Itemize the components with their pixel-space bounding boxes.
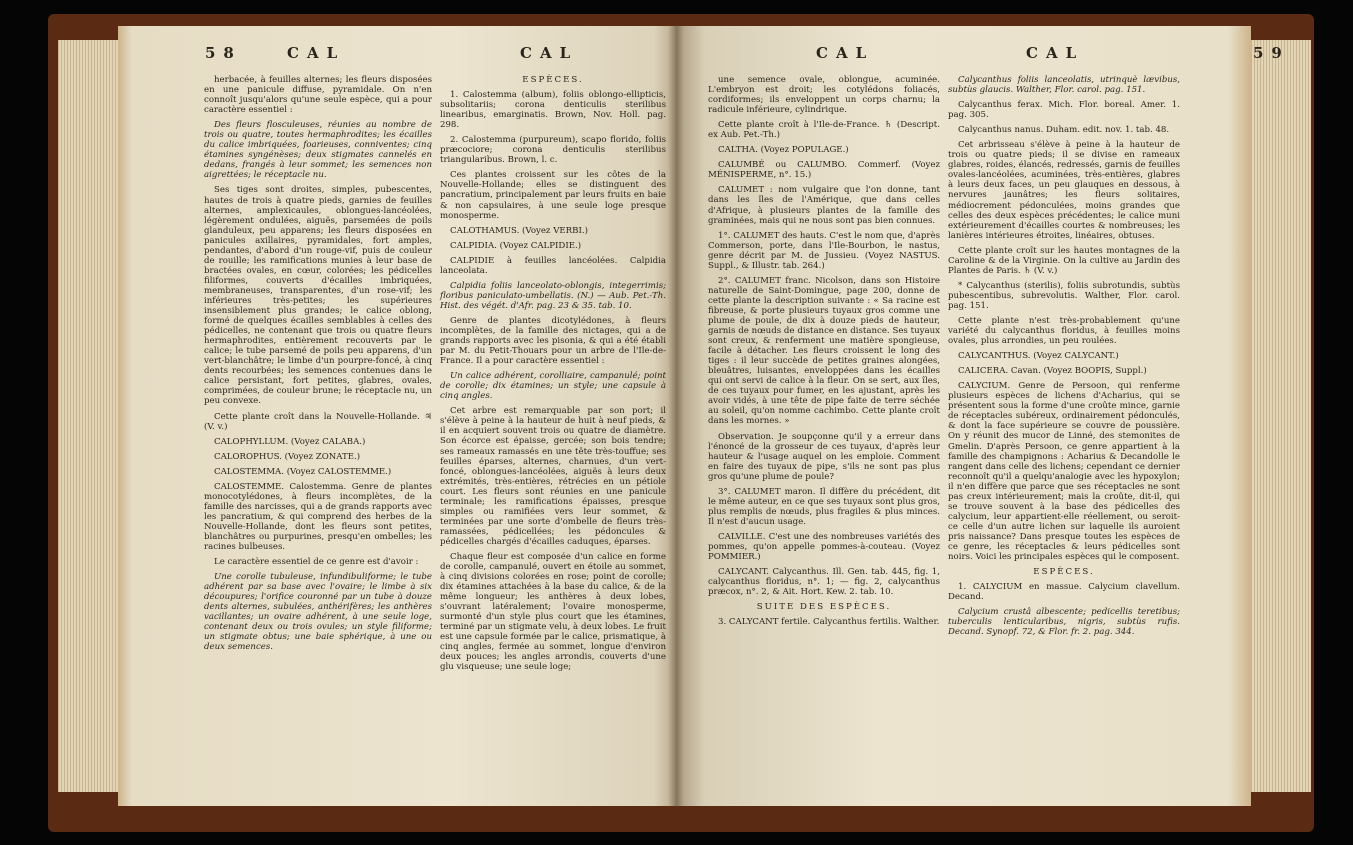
paragraph: 1. Calostemma (album), foliis oblongo-ellipticis, subsolitariis; corona denticulis sterilibus linearibus, emarginatis. Brown, Nov. Holl. pag. 298. — [440, 90, 666, 131]
section-heading: ESPÈCES. — [1033, 567, 1095, 578]
paragraph: 3°. CALUMET maron. Il diffère du précédent, dit le même auteur, en ce que ses tuyaux sont plus gros, plus remplis de nœuds, plus fragiles & plus minces. Il n'est d'aucun usage. — [708, 486, 940, 527]
entry-heading: CALOSTEMMA. (Voyez CALOSTEMME.) — [214, 466, 392, 477]
paragraph: une semence ovale, oblongue, acuminée. L'embryon est droit; les cotylédons foliacés, cordiformes; ils enveloppent un corps charnu; la radicule inférieure, cylindrique. — [708, 75, 940, 116]
entry-heading: CALUMBÉ ou CALUMBO. Commerf. (Voyez MÉNISPERME, n°. 15.) — [708, 160, 940, 181]
paragraph: CALVILLE. C'est une des nombreuses variétés des pommes, qu'on appelle pommes-à-couteau. (Voyez POMMIER.) — [708, 531, 940, 563]
entry-heading: CALPIDIA. (Voyez CALPIDIE.) — [450, 240, 582, 251]
paragraph: Ces plantes croissent sur les côtes de la Nouvelle-Hollande; elles se distinguent des pancratium, principalement par leurs fruits en baie & non capsulaires, à une seule loge presque monosperme. — [440, 170, 666, 221]
left-running-head-1: CAL — [287, 44, 346, 62]
paragraph: Ses tiges sont droites, simples, pubescentes, hautes de trois à quatre pieds, garnies de feuilles alternes, amplexicaules, oblongues-lancéolées, légèrement ondulées, aiguës, parsemées de poils glanduleux, peu apparens; les fleurs disposées en panicules axillaires, pyramidales, fort amples, pendantes, d'abord d'un rouge-vif, puis de couleur de rouille; les ramifications munies à leur base de bractées ovales, en cœur, colorées; les pédicelles filiformes, couverts d'écailles imbriquées, membraneuses, transparentes, d'un rose-vif; les inférieures très-petites; les supérieures insensiblement plus grandes; le calice oblong, formé de quelques écailles semblables à celles des pédicelles, ne contenant que trois ou quatre fleurs hermaphrodites, entièrement recouverts par le calice; le tube parsemé de poils peu apparens, d'un vert-blanchâtre; le limbe d'un pourpre-foncé, à cinq dents recourbées; les semences contenues dans le calice persistant, fort petites, glabres, ovales, comprimées, de couleur brune; le réceptacle nu, un peu convexe. — [204, 185, 432, 407]
section-heading: SUITE DES ESPÈCES. — [756, 602, 892, 613]
paragraph: Calycanthus nanus. Duham. edit. nov. 1. tab. 48. — [958, 125, 1170, 136]
paragraph: herbacée, à feuilles alternes; les fleurs disposées en une panicule diffuse, pyramidale. On n'en connoît jusqu'alors qu'une seule espèce, qui a pour caractère essentiel : — [204, 75, 432, 116]
left-page-number: 58 — [205, 44, 242, 62]
paragraph: CALYCANT. Calycanthus. Ill. Gen. tab. 445, fig. 1, calycanthus floridus, n°. 1; — fig. 2, calycanthus præcox, n°. 2, & Ait. Hort. Kew. 2. tab. 10. — [708, 567, 940, 598]
paragraph: Un calice adhérent, corolliaire, campanulé; point de corolle; dix étamines; un style; une capsule à cinq angles. — [440, 371, 666, 402]
left-column-2 — [440, 75, 666, 678]
paragraph: Calpidia foliis lanceolato-oblongis, integerrimis; floribus paniculato-umbellatis. (N.) — Aub. Pet.-Th. Hist. des végét. d'Afr. pag. 23 & 35. tab. 10. — [440, 280, 666, 311]
paragraph: Calycanthus ferax. Mich. Flor. boreal. Amer. 1. pag. 305. — [948, 100, 1180, 121]
page-edges-right — [1251, 40, 1311, 792]
paragraph: 2. Calostemma (purpureum), scapo florido, foliis præcociore; corona denticulis sterilibus triangularibus. Brown, l. c. — [440, 135, 666, 166]
paragraph: * Calycanthus (sterilis), foliis subrotundis, subtùs pubescentibus, subrevolutis. Walther, Flor. carol. pag. 151. — [948, 280, 1180, 311]
book-gutter — [668, 26, 684, 806]
right-column-1 — [708, 75, 940, 632]
paragraph: CALOSTEMME. Calostemma. Genre de plantes monocotylédones, à fleurs incomplètes, de la famille des narcisses, qui a de grands rapports avec les pancratium, & qui comprend des herbes de la Nouvelle-Hollande, dont les fleurs sont petites, blanchâtres ou purpurines, presqu'en ombelles; les racines bulbeuses. — [204, 481, 432, 553]
entry-heading: CALOTHAMUS. (Voyez VERBI.) — [450, 225, 588, 236]
entry-heading: CALICERA. Cavan. (Voyez BOOPIS, Suppl.) — [958, 366, 1147, 377]
paragraph: Calycium crustâ albescente; pedicellis teretibus; tuberculis lenticularibus, nigris, subtùs rufis. Decand. Synopf. 72, & Flor. fr. 2. pag. 344. — [948, 607, 1180, 638]
paragraph: 1°. CALUMET des hauts. C'est le nom que, d'après Commerson, porte, dans l'Ile-Bourbon, le nastus, genre décrit par M. de Jussieu. (Voyez NASTUS. Suppl., & Illustr. tab. 264.) — [708, 230, 940, 271]
paragraph: Cette plante croît à l'Ile-de-France. ♄ (Descript. ex Aub. Pet.-Th.) — [708, 120, 940, 141]
paragraph: Calycanthus foliis lanceolatis, utrinquè lævibus, subtùs glaucis. Walther, Flor. carol. pag. 151. — [948, 75, 1180, 96]
right-running-head-1: CAL — [816, 44, 875, 62]
paragraph: Observation. Je soupçonne qu'il y a erreur dans l'énoncé de la grosseur de ces tuyaux, d'après leur hauteur & l'usage auquel on les emploie. Comment en faire des tuyaux de pipe, s'ils ne sont pas plus gros qu'une plume de poule? — [708, 431, 940, 482]
left-column-1 — [204, 75, 432, 657]
paragraph: 2°. CALUMET franc. Nicolson, dans son Histoire naturelle de Saint-Domingue, page 200, donne de cette plante la description suivante : « Sa racine est fibreuse, & porte plusieurs tuyaux gros comme une plume de poule, de dix à douze pieds de hauteur, garnis de nœuds de distance en distance. Ses tuyaux sont creux, & renferment une matière spongieuse, facile à détacher. Les fleurs croissent le long des tiges : il leur succède de petites graines alongées, bleuâtres, luisantes, enveloppées dans les écailles qui ont servi de calice à la fleur. On se sert, aux îles, de ces tuyaux pour fumer, en les ajustant, après les avoir vidés, à une tête de pipe faite de terre séchée au soleil, qu'on nomme cachimbo. Cette plante croît dans les mornes. » — [708, 275, 940, 427]
right-column-2 — [948, 75, 1180, 642]
paragraph: Le caractère essentiel de ce genre est d'avoir : — [214, 557, 419, 568]
paragraph: CALPIDIE à feuilles lancéolées. Calpidia lanceolata. — [440, 255, 666, 276]
right-page-number: 59 — [1253, 44, 1290, 62]
paragraph: Cet arbrisseau s'élève à peine à la hauteur de trois ou quatre pieds; il se divise en rameaux glabres, roides, élancés, redressés, garnis de feuilles ovales-lancéolées, acuminées, très-entières, glabres à leurs deux faces, un peu glauques en dessous, à nervures jaunâtres; les fleurs solitaires, médiocrement pédonculées, moins grandes que celles des deux espèces précédentes; le calice muni extérieurement d'écailles courtes & nombreuses; les lanières intérieures étroites, linéaires, obtuses. — [948, 140, 1180, 241]
paragraph: 3. CALYCANT fertile. Calycanthus fertilis. Walther. — [718, 617, 940, 628]
paragraph: Une corolle tubuleuse, infundibuliforme; le tube adhérent par sa base avec l'ovaire; le limbe à six découpures; l'orifice couronné par un tube à douze dents alternes, subulées, anthérifères; les anthères vacillantes; un ovaire adhérent, à une seule loge, contenant deux ou trois ovules; un style filiforme; un stigmate obtus; une baie sphérique, à une ou deux semences. — [204, 572, 432, 653]
paragraph: 1. CALYCIUM en massue. Calycium clavellum. Decand. — [948, 582, 1180, 603]
paragraph: Cette plante n'est très-probablement qu'une variété du calycanthus floridus, à feuilles moins ovales, plus arrondies, un peu roulées. — [948, 315, 1180, 347]
paragraph: Cette plante croît sur les hautes montagnes de la Caroline & de la Virginie. On la cultive au Jardin des Plantes de Paris. ♄ (V. v.) — [948, 245, 1180, 276]
paragraph: Des fleurs flosculeuses, réunies au nombre de trois ou quatre, toutes hermaphrodites; les écailles du calice imbriquées, foarieuses, conniventes; cinq étamines syngénèses; deux stigmates cannelés en dedans, frangés à leur sommet; les semences non aigrettées; le réceptacle nu. — [204, 120, 432, 181]
right-running-head-2: CAL — [1026, 44, 1085, 62]
paragraph: CALUMET : nom vulgaire que l'on donne, tant dans les îles de l'Amérique, que dans celles d'Afrique, à plusieurs plantes de la famille des graminées, mais qui ne nous sont pas bien connues. — [708, 185, 940, 226]
entry-heading: CALOROPHUS. (Voyez ZONATE.) — [214, 451, 361, 462]
section-heading: ESPÈCES. — [522, 75, 584, 85]
left-running-head-2: CAL — [520, 44, 579, 62]
entry-heading: CALTHA. (Voyez POPULAGE.) — [718, 145, 849, 156]
entry-heading: CALOPHYLLUM. (Voyez CALABA.) — [214, 436, 366, 447]
paragraph: Cette plante croît dans la Nouvelle-Hollande. ♃ (V. v.) — [204, 411, 432, 432]
paragraph: CALYCIUM. Genre de Persoon, qui renferme plusieurs espèces de lichens d'Acharius, qui se présentent sous la forme d'une croûte mince, garnie de réceptacles subéreux, ordinairement pédonculés, & dont la face supérieure se couvre de poussière. On y réunit des mucor de Linné, des stemonites de Gmelin. D'après Persoon, ce genre appartient à la famille des champignons : Acharius & Decandolle le rangent dans celle des lichens; cependant ce dernier reconnoît qu'il a quelqu'analogie avec les hypoxylon; il n'en diffère que parce que ses réceptacles ne sont pas creux intérieurement; mais la croûte, dit-il, qui se trouve souvent à la base des pédicelles des calycium, leur appartient-elle réellement, ou seroit-ce celle d'un autre lichen sur laquelle ils auroient pris naissance? Dans presque toutes les espèces de ce genre, les réceptacles & leurs pédicelles sont noirs. Voici les principales espèces qui le composent. — [948, 381, 1180, 563]
paragraph: Chaque fleur est composée d'un calice en forme de corolle, campanulé, ouvert en étoile au sommet, à cinq divisions colorées en rose; point de corolle; dix étamines attachées à la base du calice, & de la même longueur; les anthères à deux lobes, s'ouvrant latéralement; l'ovaire monosperme, surmonté d'un style plus court que les étamines, terminé par un stigmate velu, à deux lobes. Le fruit est une capsule formée par le calice, prismatique, à cinq angles, fermée au sommet, longue d'environ deux pouces; les angles arrondis, couverts d'une glu visqueuse; une seule loge; — [440, 551, 666, 673]
entry-heading: CALYCANTHUS. (Voyez CALYCANT.) — [958, 351, 1119, 362]
paragraph: Genre de plantes dicotylédones, à fleurs incomplètes, de la famille des nictages, qui a de grands rapports avec les pisonia, & qui a été établi par M. du Petit-Thouars pour un arbre de l'Ile-de-France. Il a pour caractère essentiel : — [440, 315, 666, 367]
page-edges-left — [58, 40, 118, 792]
paragraph: Cet arbre est remarquable par son port; il s'élève à peine à la hauteur de huit à neuf pieds, & il en acquiert souvent trois ou quatre de diamètre. Son écorce est épaisse, gercée; son bois tendre; ses rameaux ramassés en une tête très-touffue; ses feuilles éparses, alternes, charnues, d'un vert-foncé, oblongues-lancéolées, aiguës à leurs deux extrémités, très-entières, rétrécies en un pétiole court. Les fleurs sont réunies en une panicule terminale; les ramifications épaisses, presque simples ou ramifiées vers leur sommet, & terminées par une sorte d'ombelle de fleurs très-ramassées, pédicellées; les pédoncules & pédicelles chargés d'écailles caduques, éparses. — [440, 406, 666, 547]
